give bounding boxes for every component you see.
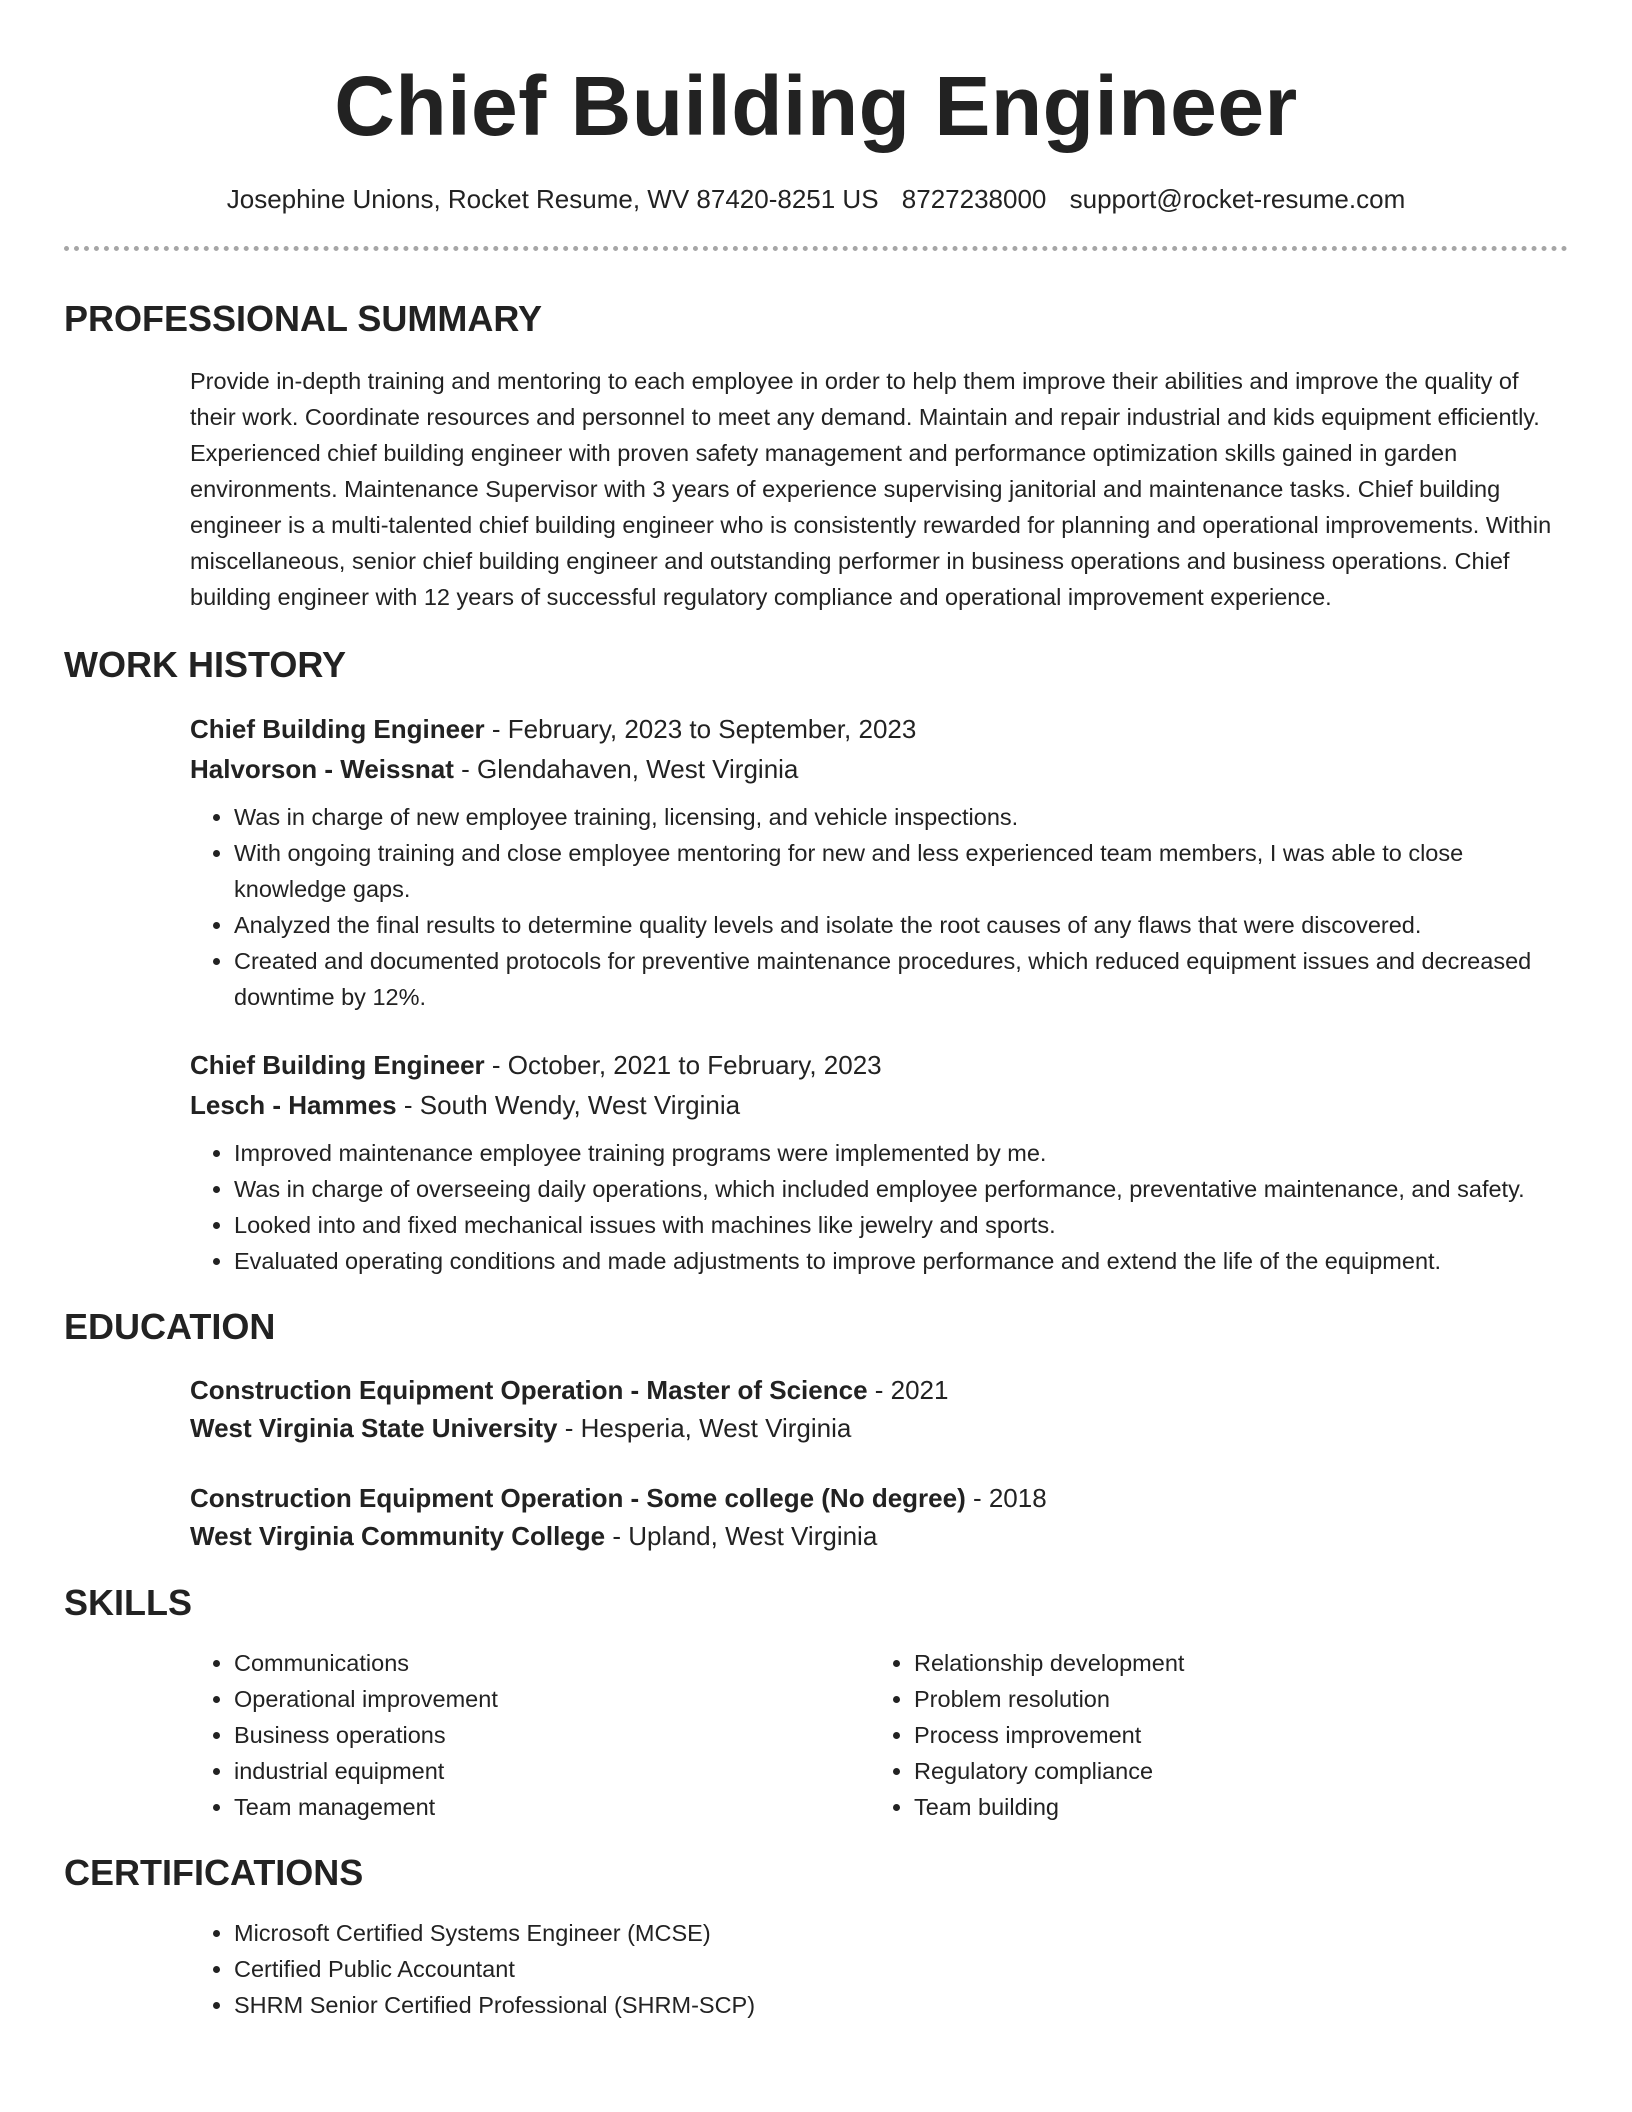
skills-column-left	[190, 1645, 870, 1825]
job-dates: - February, 2023 to September, 2023	[484, 714, 917, 744]
education-location: - Upland, West Virginia	[605, 1521, 878, 1551]
job-location: - South Wendy, West Virginia	[396, 1090, 741, 1120]
education-school-line	[190, 1409, 1568, 1447]
skills-list	[190, 1645, 870, 1825]
education-school: West Virginia State University	[190, 1413, 558, 1443]
job-bullet: • Looked into and fixed mechanical issues with machines like jewelry and sports.	[234, 1207, 1568, 1243]
header-divider	[64, 246, 1568, 251]
job-company: Lesch - Hammes	[190, 1090, 397, 1120]
skill-item: • Problem resolution	[914, 1681, 1550, 1717]
job-title-line	[190, 1045, 1568, 1085]
certifications-heading: CERTIFICATIONS	[64, 1852, 364, 1893]
job-bullets	[190, 799, 1568, 1015]
certifications-body	[64, 1915, 1568, 2023]
job-bullet: • With ongoing training and close employee mentoring for new and less experienced team members, I was able to close knowledge gaps.	[234, 835, 1568, 907]
job-bullet: • Was in charge of overseeing daily operations, which included employee performance, preventative maintenance, and safety.	[234, 1171, 1568, 1207]
skill-item: • industrial equipment	[234, 1753, 870, 1789]
job-dates: - October, 2021 to February, 2023	[484, 1050, 882, 1080]
job-entry	[64, 1045, 1568, 1279]
job-company-line	[190, 749, 1568, 789]
contact-phone: 8727238000	[901, 184, 1047, 214]
summary-section	[64, 297, 1568, 615]
skill-item: • Business operations	[234, 1717, 870, 1753]
education-year: - 2021	[867, 1375, 949, 1405]
job-bullet: • Improved maintenance employee training programs were implemented by me.	[234, 1135, 1568, 1171]
job-bullet: • Analyzed the final results to determine quality levels and isolate the root causes of any flaws that were discovered.	[234, 907, 1568, 943]
education-section	[64, 1305, 1568, 1555]
skill-item: • Communications	[234, 1645, 870, 1681]
education-entry	[64, 1371, 1568, 1447]
certifications-list	[190, 1915, 1568, 2023]
job-title-line	[190, 709, 1568, 749]
job-bullet: • Was in charge of new employee training, licensing, and vehicle inspections.	[234, 799, 1568, 835]
job-bullet: • Created and documented protocols for preventive maintenance procedures, which reduced equipment issues and decreased downtime by 12%.	[234, 943, 1568, 1015]
work-history-section	[64, 643, 1568, 1279]
skills-column-right	[870, 1645, 1550, 1825]
skills-heading: SKILLS	[64, 1582, 193, 1623]
contact-line	[64, 182, 1568, 216]
education-location: - Hesperia, West Virginia	[557, 1413, 852, 1443]
skill-item: • Team building	[914, 1789, 1550, 1825]
skill-item: • Regulatory compliance	[914, 1753, 1550, 1789]
resume-title: Chief Building Engineer	[334, 59, 1298, 153]
job-title: Chief Building Engineer	[190, 1050, 485, 1080]
education-degree: Construction Equipment Operation - Some college (No degree)	[190, 1483, 966, 1513]
skills-list	[870, 1645, 1550, 1825]
job-location: - Glendahaven, West Virginia	[453, 754, 799, 784]
contact-address: Josephine Unions, Rocket Resume, WV 87420-8251 US	[226, 184, 879, 214]
job-title: Chief Building Engineer	[190, 714, 485, 744]
skills-section	[64, 1581, 1568, 1825]
education-degree-line	[190, 1371, 1568, 1409]
certifications-section	[64, 1851, 1568, 2023]
education-entry	[64, 1479, 1568, 1555]
skill-item: • Team management	[234, 1789, 870, 1825]
certification-item: • SHRM Senior Certified Professional (SHRM-SCP)	[234, 1987, 1568, 2023]
education-degree-line	[190, 1479, 1568, 1517]
skill-item: • Process improvement	[914, 1717, 1550, 1753]
education-school-line	[190, 1517, 1568, 1555]
job-bullet: • Evaluated operating conditions and made adjustments to improve performance and extend the life of the equipment.	[234, 1243, 1568, 1279]
education-heading: EDUCATION	[64, 1306, 276, 1347]
education-year: - 2018	[965, 1483, 1047, 1513]
certification-item: • Certified Public Accountant	[234, 1951, 1568, 1987]
summary-text: Provide in-depth training and mentoring to each employee in order to help them improve their abilities and improve the quality of their work. Coordinate resources and personnel to meet any demand. Maintain and repair industrial and kids equipment efficiently. Experienced chief building engineer with proven safety management and performance optimization skills gained in garden environments. Maintenance Supervisor with 3 years of experience supervising janitorial and maintenance tasks. Chief building engineer is a multi-talented chief building engineer who is consistently rewarded for planning and operational improvements. Within miscellaneous, senior chief building engineer and outstanding performer in business operations and business operations. Chief building engineer with 12 years of successful regulatory compliance and operational improvement experience.	[190, 368, 1552, 610]
certification-item: • Microsoft Certified Systems Engineer (MCSE)	[234, 1915, 1568, 1951]
skills-columns	[64, 1645, 1568, 1825]
work-history-heading: WORK HISTORY	[64, 644, 347, 685]
skill-item: • Relationship development	[914, 1645, 1550, 1681]
contact-email: support@rocket-resume.com	[1069, 184, 1406, 214]
skill-item: • Operational improvement	[234, 1681, 870, 1717]
education-school: West Virginia Community College	[190, 1521, 606, 1551]
job-entry	[64, 709, 1568, 1015]
education-degree: Construction Equipment Operation - Master of Science	[190, 1375, 868, 1405]
job-company-line	[190, 1085, 1568, 1125]
job-bullets	[190, 1135, 1568, 1279]
summary-heading: PROFESSIONAL SUMMARY	[64, 298, 543, 339]
job-company: Halvorson - Weissnat	[190, 754, 454, 784]
